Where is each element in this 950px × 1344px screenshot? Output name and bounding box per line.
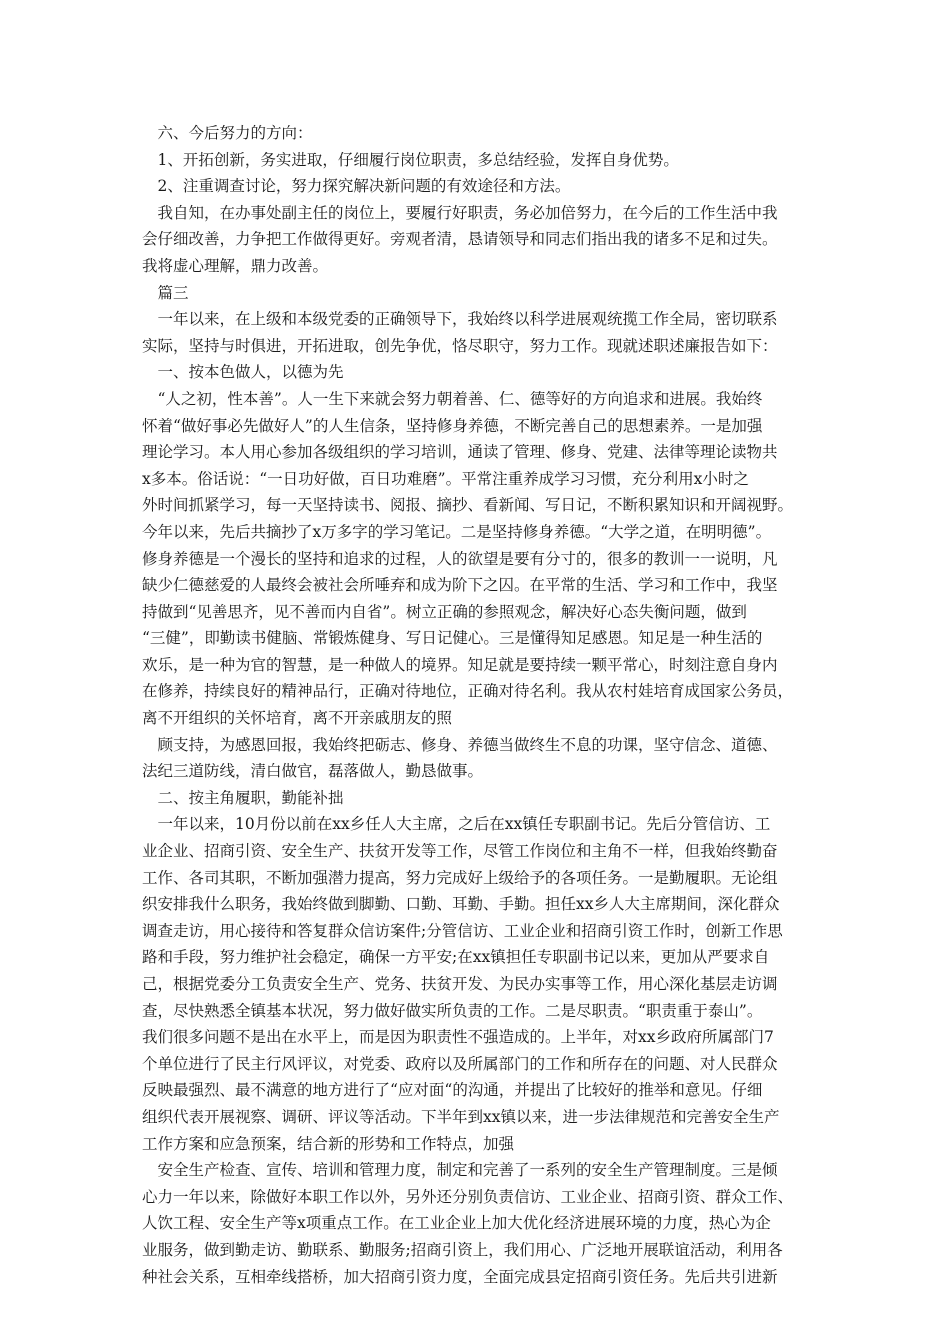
text-line: 组织代表开展视察、调研、评议等活动。下半年到xx镇以来，进一步法律规范和完善安全生产 <box>142 1107 780 1126</box>
text-line: 业企业、招商引资、安全生产、扶贫开发等工作，尽管工作岗位和主角不一样，但我始终勤奋 <box>142 842 778 861</box>
subsection-heading: 一、按本色做人，以德为先 <box>142 363 344 382</box>
text-line: 实际，坚持与时俱进，开拓进取，创先争优，恪尽职守，努力工作。现就述职述廉报告如下： <box>142 336 778 355</box>
text-line: 怀着“做好事必先做好人”的人生信条，坚持修身养德，不断完善自己的思想素养。一是加强 <box>142 416 763 435</box>
text-line: 人饮工程、安全生产等x项重点工作。在工业企业上加大优化经济进展环境的力度，热心为企 <box>142 1214 771 1233</box>
text-line: 反映最强烈、最不满意的地方进行了“应对面“的沟通，并提出了比较好的推举和意见。仔细 <box>142 1081 763 1100</box>
text-line: 我将虚心理解，鼎力改善。 <box>142 256 329 275</box>
text-line: 工作、各司其职，不断加强潜力提高，努力完成好上级给予的各项任务。一是勤履职。无论组 <box>142 868 778 887</box>
text-line: 会仔细改善，力争把工作做得更好。旁观者清，恳请领导和同志们指出我的诸多不足和过失。 <box>142 230 778 249</box>
text-line: 顾支持，为感恩回报，我始终把砺志、修身、养德当做终生不息的功课，坚守信念、道德、 <box>142 735 778 754</box>
section-heading: 篇三 <box>142 283 189 302</box>
text-line: 己，根据党委分工负责安全生产、党务、扶贫开发、为民办实事等工作，用心深化基层走访调 <box>142 975 778 993</box>
text-line: 缺少仁德慈爱的人最终会被社会所唾弃和成为阶下之囚。在平常的生活、学习和工作中，我坚 <box>142 576 778 595</box>
text-line: 在修养，持续良好的精神品行，正确对待地位，正确对待名利。我从农村娃培育成国家公务员， <box>142 682 794 701</box>
text-line: x多本。俗话说：“一日功好做，百日功难磨”。平常注重养成学习习惯，充分利用x小时之 <box>142 469 749 488</box>
text-line: 法纪三道防线，清白做官，磊落做人，勤恳做事。 <box>142 762 484 781</box>
text-line: 我们很多问题不是出在水平上，而是因为职责性不强造成的。上半年，对xx乡政府所属部门7 <box>142 1028 774 1047</box>
text-line: 织安排我什么职务，我始终做到脚勤、口勤、耳勤、手勤。担任xx乡人大主席期间，深化群众 <box>142 895 780 914</box>
text-line: 一年以来，10月份以前在xx乡任人大主席，之后在xx镇任专职副书记。先后分管信访、工 <box>142 815 771 834</box>
text-line: “人之初，性本善”。人一生下来就会努力朝着善、仁、德等好的方向追求和进展。我始终 <box>142 389 763 408</box>
text-line: 理论学习。本人用心参加各级组织的学习培训，通读了管理、修身、党建、法律等理论读物共 <box>142 443 778 462</box>
text-line: 六、今后努力的方向： <box>142 124 313 142</box>
text-line: 种社会关系，互相牵线搭桥，加大招商引资力度，全面完成县定招商引资任务。先后共引进新 <box>142 1267 778 1286</box>
text-line: 安全生产检查、宣传、培训和管理力度，制定和完善了一系列的安全生产管理制度。三是倾 <box>142 1161 778 1180</box>
text-line: 欢乐，是一种为官的智慧，是一种做人的境界。知足就是要持续一颗平常心，时刻注意自身内 <box>142 655 778 674</box>
text-line: 离不开组织的关怀培育，离不开亲戚朋友的照 <box>142 709 453 728</box>
text-line: 工作方案和应急预案，结合新的形势和工作特点，加强 <box>142 1134 515 1153</box>
text-line: 1、开拓创新，务实进取，仔细履行岗位职责，多总结经验，发挥自身优势。 <box>142 150 679 169</box>
text-line: 业服务，做到勤走访、勤联系、勤服务;招商引资上，我们用心、广泛地开展联谊活动，利用各 <box>142 1240 783 1259</box>
text-line: 一年以来，在上级和本级党委的正确领导下，我始终以科学进展观统揽工作全局，密切联系 <box>142 310 778 329</box>
text-line: 调查走访，用心接待和答复群众信访案件;分管信访、工业企业和招商引资工作时，创新工作思 <box>142 921 783 940</box>
text-line: 外时间抓紧学习，每一天坚持读书、阅报、摘抄、看新闻、写日记，不断积累知识和开阔视野。 <box>142 496 794 515</box>
text-line: 个单位进行了民主行风评议，对党委、政府以及所属部门的工作和所存在的问题、对人民群众 <box>142 1054 778 1073</box>
text-line: 路和手段，努力维护社会稳定，确保一方平安;在xx镇担任专职副书记以来，更加从严要求自 <box>142 948 770 967</box>
text-line: 心力一年以来，除做好本职工作以外，另外还分别负责信访、工业企业、招商引资、群众工作、 <box>142 1187 794 1206</box>
document-body <box>142 120 812 1290</box>
text-line: 持做到“见善思齐，见不善而内自省”。树立正确的参照观念，解决好心态失衡问题，做到 <box>142 602 747 621</box>
text-line: 今年以来，先后共摘抄了x万多字的学习笔记。二是坚持修身养德。“大学之道，在明明德”。 <box>142 522 772 541</box>
text-line: 修身养德是一个漫长的坚持和追求的过程，人的欲望是要有分寸的，很多的教训一一说明，凡 <box>142 549 778 568</box>
text-line: 2、注重调查讨论，努力探究解决新问题的有效途径和方法。 <box>142 177 571 196</box>
subsection-heading: 二、按主角履职，勤能补拙 <box>142 788 344 807</box>
text-line: 我自知，在办事处副主任的岗位上，要履行好职责，务必加倍努力，在今后的工作生活中我 <box>142 203 778 222</box>
text-line: 查，尽快熟悉全镇基本状况，努力做好做实所负责的工作。二是尽职责。“职责重于泰山”。 <box>142 1001 763 1020</box>
text-line: “三健”，即勤读书健脑、常锻炼健身、写日记健心。三是懂得知足感恩。知足是一种生活的 <box>142 629 763 648</box>
